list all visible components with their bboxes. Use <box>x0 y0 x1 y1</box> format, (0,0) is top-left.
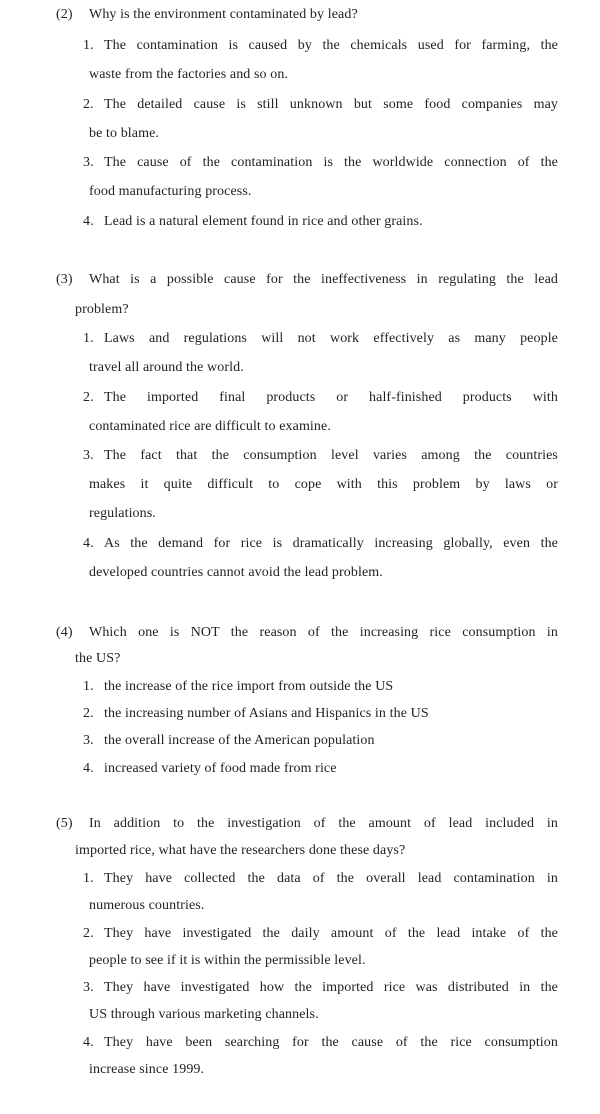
question-number: (2) <box>56 7 73 22</box>
option-text-line: people to see if it is within the permissible level. <box>89 953 366 968</box>
option-number: 2. <box>83 706 94 721</box>
option-number: 4. <box>83 536 94 551</box>
option-text-line: They have investigated the daily amount of the lead intake of the <box>104 926 558 941</box>
option-text-line: be to blame. <box>89 126 160 141</box>
option-text-line: the increase of the rice import from outside the US <box>104 679 394 694</box>
option-text-line: regulations. <box>89 506 156 521</box>
option-text-line: waste from the factories and so on. <box>89 67 289 82</box>
question-number: (4) <box>56 625 73 640</box>
option-text-line: food manufacturing process. <box>89 184 252 199</box>
option-number: 4. <box>83 1035 94 1050</box>
option-text-line: the overall increase of the American population <box>104 733 375 748</box>
option-text-line: Lead is a natural element found in rice and other grains. <box>104 214 423 229</box>
option-text-line: travel all around the world. <box>89 360 244 375</box>
option-text-line: increase since 1999. <box>89 1062 205 1077</box>
option-text-line: the increasing number of Asians and Hispanics in the US <box>104 706 429 721</box>
option-text-line: makes it quite difficult to cope with this problem by laws or <box>89 477 558 492</box>
option-number: 3. <box>83 733 94 748</box>
option-number: 1. <box>83 38 94 53</box>
option-text-line: They have investigated how the imported rice was distributed in the <box>104 980 558 995</box>
option-number: 3. <box>83 448 94 463</box>
question-stem-line: In addition to the investigation of the amount of lead included in <box>89 816 558 831</box>
option-text-line: Laws and regulations will not work effectively as many people <box>104 331 558 346</box>
option-number: 1. <box>83 679 94 694</box>
option-text-line: The detailed cause is still unknown but some food companies may <box>104 97 558 112</box>
option-text-line: They have collected the data of the overall lead contamination in <box>104 871 558 886</box>
option-text-line: The fact that the consumption level varies among the countries <box>104 448 558 463</box>
option-number: 4. <box>83 214 94 229</box>
question-number: (3) <box>56 272 73 287</box>
option-number: 4. <box>83 761 94 776</box>
question-number: (5) <box>56 816 73 831</box>
option-text-line: developed countries cannot avoid the lead problem. <box>89 565 383 580</box>
question-stem-line: Which one is NOT the reason of the increasing rice consumption in <box>89 625 558 640</box>
question-stem-line: Why is the environment contaminated by lead? <box>89 7 358 22</box>
question-stem-line: What is a possible cause for the ineffectiveness in regulating the lead <box>89 272 558 287</box>
option-number: 2. <box>83 926 94 941</box>
option-text-line: As the demand for rice is dramatically increasing globally, even the <box>104 536 558 551</box>
question-stem-line: imported rice, what have the researchers done these days? <box>75 843 406 858</box>
option-number: 1. <box>83 331 94 346</box>
option-number: 2. <box>83 390 94 405</box>
option-text-line: The imported final products or half-finished products with <box>104 390 558 405</box>
option-text-line: The cause of the contamination is the worldwide connection of the <box>104 155 558 170</box>
option-number: 3. <box>83 155 94 170</box>
question-stem-line: problem? <box>75 302 129 317</box>
option-number: 3. <box>83 980 94 995</box>
option-number: 1. <box>83 871 94 886</box>
option-text-line: US through various marketing channels. <box>89 1007 319 1022</box>
option-text-line: numerous countries. <box>89 898 205 913</box>
option-text-line: They have been searching for the cause of the rice consumption <box>104 1035 558 1050</box>
option-number: 2. <box>83 97 94 112</box>
option-text-line: increased variety of food made from rice <box>104 761 337 776</box>
question-stem-line: the US? <box>75 651 121 666</box>
option-text-line: contaminated rice are difficult to examine. <box>89 419 331 434</box>
option-text-line: The contamination is caused by the chemicals used for farming, the <box>104 38 558 53</box>
